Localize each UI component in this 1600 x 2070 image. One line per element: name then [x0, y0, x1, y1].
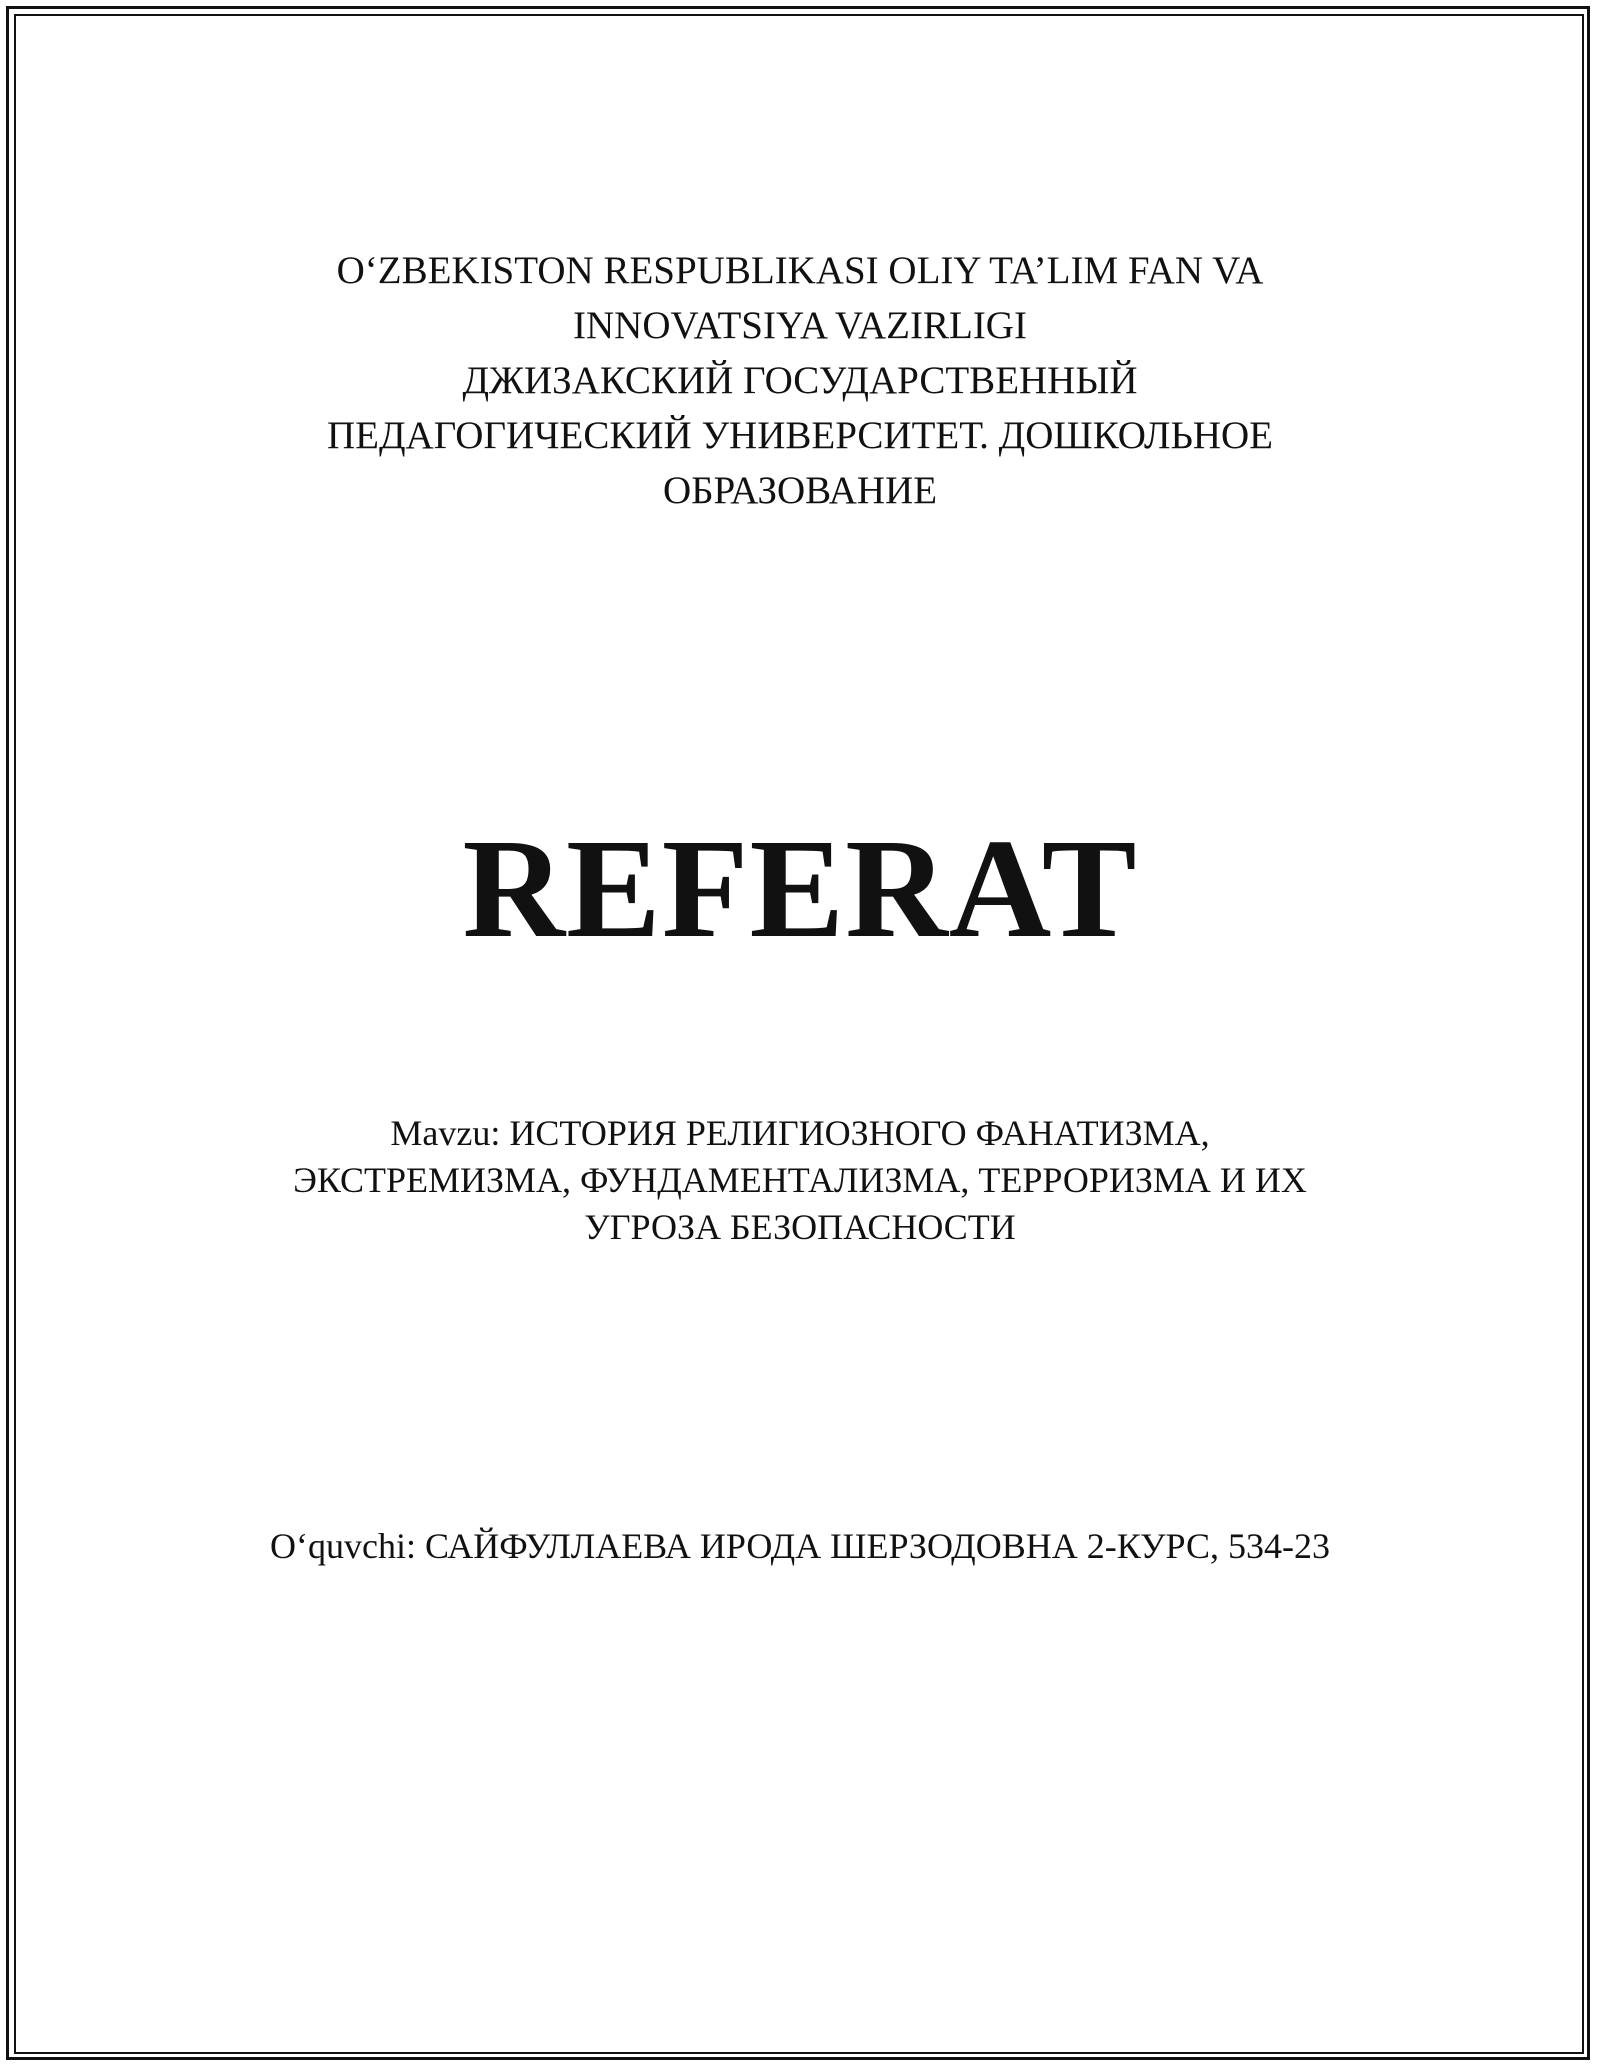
topic-line: УГРОЗА БЕЗОПАСНОСТИ [584, 1207, 1016, 1247]
ministry-header [0, 243, 1600, 518]
topic-line: Mavzu: ИСТОРИЯ РЕЛИГИОЗНОГО ФАНАТИЗМА, [390, 1113, 1210, 1153]
topic-block [0, 1110, 1600, 1251]
header-line: ОБРАЗОВАНИЕ [662, 469, 938, 512]
student-info: O‘quvchi: САЙФУЛЛАЕВА ИРОДА ШЕРЗОДОВНА 2-КУРС, 534-23 [270, 1526, 1330, 1566]
header-line: INNOVATSIYA VAZIRLIGI [573, 304, 1027, 347]
header-line: O‘ZBEKISTON RESPUBLIKASI OLIY TA’LIM FAN VA [336, 249, 1264, 292]
document-title: REFERAT [462, 809, 1138, 967]
topic-line: ЭКСТРЕМИЗМА, ФУНДАМЕНТАЛИЗМА, ТЕРРОРИЗМА И ИХ [293, 1160, 1307, 1200]
header-line: ДЖИЗАКСКИЙ ГОСУДАРСТВЕННЫЙ [462, 359, 1138, 402]
header-line: ПЕДАГОГИЧЕСКИЙ УНИВЕРСИТЕТ. ДОШКОЛЬНОЕ [326, 414, 1274, 457]
